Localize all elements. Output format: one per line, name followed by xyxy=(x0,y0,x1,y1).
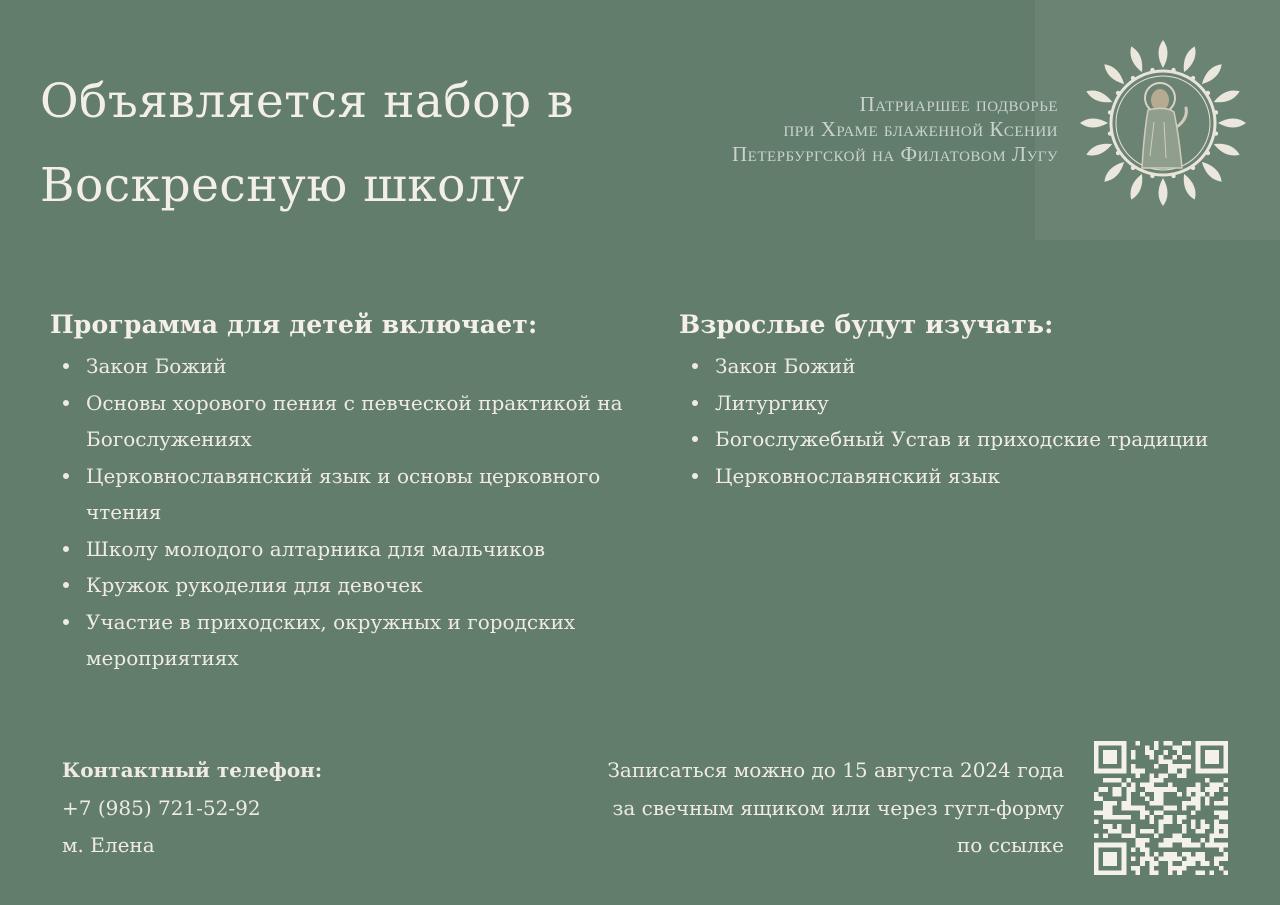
ornament-petal xyxy=(1159,178,1168,206)
ornament-petal xyxy=(1101,159,1127,185)
parish-line-1: Патриаршее подворье xyxy=(859,92,1058,116)
list-item: Основы хорового пения с певческой практикой на Богослужениях xyxy=(50,385,650,458)
list-item: Закон Божий xyxy=(679,348,1269,385)
ornament-petal xyxy=(1199,61,1225,87)
signup-line-3: по ссылке xyxy=(956,833,1064,857)
title-line-1: Объявляется набор в xyxy=(40,74,575,129)
list-item: Участие в приходских, окружных и городских мероприятиях xyxy=(50,604,650,677)
page-title xyxy=(40,60,680,228)
list-item: Богослужебный Устав и приходские традиции xyxy=(679,421,1269,458)
list-item: Церковнославянский язык xyxy=(679,458,1269,495)
children-list xyxy=(50,348,650,677)
ornament-petal xyxy=(1085,140,1114,159)
list-item: Литургику xyxy=(679,385,1269,422)
ornament-petal xyxy=(1180,172,1199,201)
ornament-petal xyxy=(1101,61,1127,87)
ornament-petal xyxy=(1180,45,1199,74)
ornament-petal xyxy=(1127,172,1146,201)
list-item: Школу молодого алтарника для мальчиков xyxy=(50,531,650,568)
contact-person: м. Елена xyxy=(62,833,155,857)
ornament-petal xyxy=(1127,45,1146,74)
children-heading: Программа для детей включает: xyxy=(50,310,538,339)
qr-code-icon[interactable] xyxy=(1094,741,1228,875)
ornament-petal xyxy=(1080,119,1108,128)
list-item: Закон Божий xyxy=(50,348,650,385)
adults-program xyxy=(679,308,1269,494)
ornament-petal xyxy=(1199,159,1225,185)
list-item: Церковнославянский язык и основы церковного чтения xyxy=(50,458,650,531)
list-item: Кружок рукоделия для девочек xyxy=(50,567,650,604)
title-line-2: Воскресную школу xyxy=(40,158,525,213)
parish-line-3: Петербургской на Филатовом Лугу xyxy=(732,142,1058,166)
contact-block xyxy=(62,752,322,865)
ornament-petal xyxy=(1159,40,1168,68)
parish-line-2: при Храме блаженной Ксении xyxy=(783,117,1058,141)
ornament-petal xyxy=(1085,87,1114,106)
contact-phone[interactable]: +7 (985) 721-52-92 xyxy=(62,795,261,820)
adults-list xyxy=(679,348,1269,494)
signup-line-2: за свечным ящиком или через гугл-форму xyxy=(612,795,1064,820)
parish-name xyxy=(732,92,1058,167)
saint-xenia-icon xyxy=(1078,38,1248,208)
ornament-petal xyxy=(1212,87,1241,106)
signup-line-1: Записаться можно до 15 августа 2024 года xyxy=(607,758,1064,782)
ornament-petal xyxy=(1212,140,1241,159)
contact-label: Контактный телефон: xyxy=(62,758,323,782)
signup-info xyxy=(607,752,1064,865)
adults-heading: Взрослые будут изучать: xyxy=(679,310,1054,339)
children-program xyxy=(50,308,650,677)
ornament-petal xyxy=(1218,119,1246,128)
